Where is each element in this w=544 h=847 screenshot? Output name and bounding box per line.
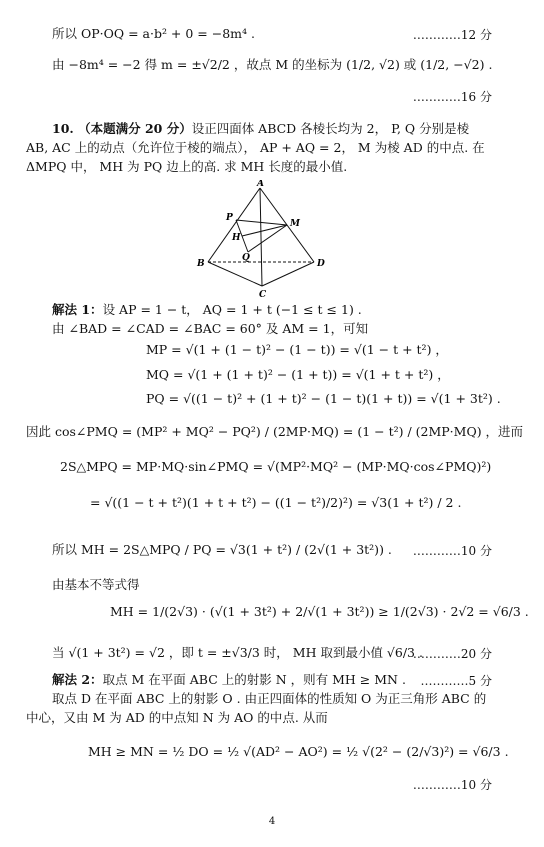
label-c: C bbox=[259, 290, 267, 298]
line-op-oq: 所以 OP·OQ = a·b² + 0 = −8m⁴ . bbox=[52, 26, 255, 41]
problem-10-text-1 bbox=[52, 121, 469, 137]
solution-1-heading: 解法 1： bbox=[52, 302, 103, 317]
segment-pm bbox=[236, 220, 287, 225]
score-12: …………12 分 bbox=[412, 28, 492, 42]
equation-final: MH ≥ MN = ½ DO = ½ √(AD² − AO²) = ½ √(2² − (2/√3)²) = √6/3 . bbox=[88, 744, 509, 759]
inequality-intro: 由基本不等式得 bbox=[52, 577, 140, 592]
equation-mp: MP = √(1 + (1 − t)² − (1 − t)) = √(1 − t + t²) ， bbox=[146, 342, 448, 357]
solution-2-line-1 bbox=[52, 672, 406, 688]
problem-10-intro: 设正四面体 ABCD 各棱长均为 2， P, Q 分别是棱 bbox=[191, 121, 470, 136]
label-d: D bbox=[317, 259, 325, 269]
equation-area-1: 2S△MPQ = MP·MQ·sin∠PMQ = √(MP²·MQ² − (MP·MQ·cos∠PMQ)²) bbox=[60, 459, 492, 474]
tetrahedron-figure bbox=[182, 180, 332, 298]
label-m: M bbox=[290, 219, 300, 229]
equation-mq: MQ = √(1 + (1 + t)² − (1 + t)) = √(1 + t + t²) ， bbox=[146, 367, 450, 382]
problem-10-heading: 10. （本题满分 20 分） bbox=[52, 121, 192, 136]
score-20: …………20 分 bbox=[412, 647, 492, 661]
label-q: Q bbox=[242, 253, 250, 263]
solution-1-line-2: 由 ∠BAD = ∠CAD = ∠BAC = 60° 及 AM = 1，可知 bbox=[52, 321, 369, 336]
equation-pq: PQ = √((1 − t)² + (1 + t)² − (1 − t)(1 + t)) = √(1 + 3t²) . bbox=[146, 391, 501, 406]
equation-minimum: 当 √(1 + 3t²) = √2 ，即 t = ±√3/3 时， MH 取到最小值 √6/3 . bbox=[52, 645, 423, 660]
label-a: A bbox=[257, 180, 264, 189]
segment-mh bbox=[242, 225, 287, 236]
score-10-second: …………10 分 bbox=[412, 778, 492, 792]
solution-2-line-3: 中心，又由 M 为 AD 的中点知 N 为 AO 的中点. 从而 bbox=[26, 710, 328, 725]
problem-10-text-3: ΔMPQ 中， MH 为 PQ 边上的高. 求 MH 长度的最小值. bbox=[26, 159, 348, 174]
label-b: B bbox=[197, 259, 205, 269]
score-5: …………5 分 bbox=[420, 674, 492, 688]
edge-ac bbox=[260, 188, 262, 286]
solution-1-line-1 bbox=[52, 302, 362, 318]
equation-mh: 所以 MH = 2S△MPQ / PQ = √3(1 + t²) / (2√(1 + 3t²)) . bbox=[52, 542, 392, 557]
solution-2-heading: 解法 2： bbox=[52, 672, 103, 687]
equation-cos-pmq: 因此 cos∠PMQ = (MP² + MQ² − PQ²) / (2MP·MQ) = (1 − t²) / (2MP·MQ) ，进而 bbox=[26, 424, 524, 439]
edge-ab bbox=[208, 188, 260, 262]
solution-2-projection: 取点 M 在平面 ABC 上的射影 N ，则有 MH ≥ MN . bbox=[102, 672, 406, 687]
equation-area-2: = √((1 − t + t²)(1 + t + t²) − ((1 − t²)/2)²) = √3(1 + t²) / 2 . bbox=[90, 495, 462, 510]
equation-inequality: MH = 1/(2√3) · (√(1 + 3t²) + 2/√(1 + 3t²)) ≥ 1/(2√3) · 2√2 = √6/3 . bbox=[110, 604, 529, 619]
label-p: P bbox=[226, 213, 233, 223]
solution-2-line-2: 取点 D 在平面 ABC 上的射影 O . 由正四面体的性质知 O 为正三角形 ABC 的 bbox=[52, 691, 487, 706]
line-m-coords: 由 −8m⁴ = −2 得 m = ±√2/2 ，故点 M 的坐标为 (1/2, √2) 或 (1/2, −√2) . bbox=[52, 57, 493, 72]
edge-bc bbox=[208, 262, 262, 286]
edge-cd bbox=[262, 262, 314, 286]
page-number: 4 bbox=[268, 816, 276, 827]
solution-1-setup: 设 AP = 1 − t， AQ = 1 + t (−1 ≤ t ≤ 1) . bbox=[102, 302, 362, 317]
label-h: H bbox=[232, 233, 241, 243]
segment-qm bbox=[248, 225, 287, 252]
score-16: …………16 分 bbox=[412, 90, 492, 104]
score-10-first: …………10 分 bbox=[412, 544, 492, 558]
problem-10-text-2: AB, AC 上的动点（允许位于棱的端点）， AP + AQ = 2， M 为棱 AD 的中点. 在 bbox=[26, 140, 485, 155]
